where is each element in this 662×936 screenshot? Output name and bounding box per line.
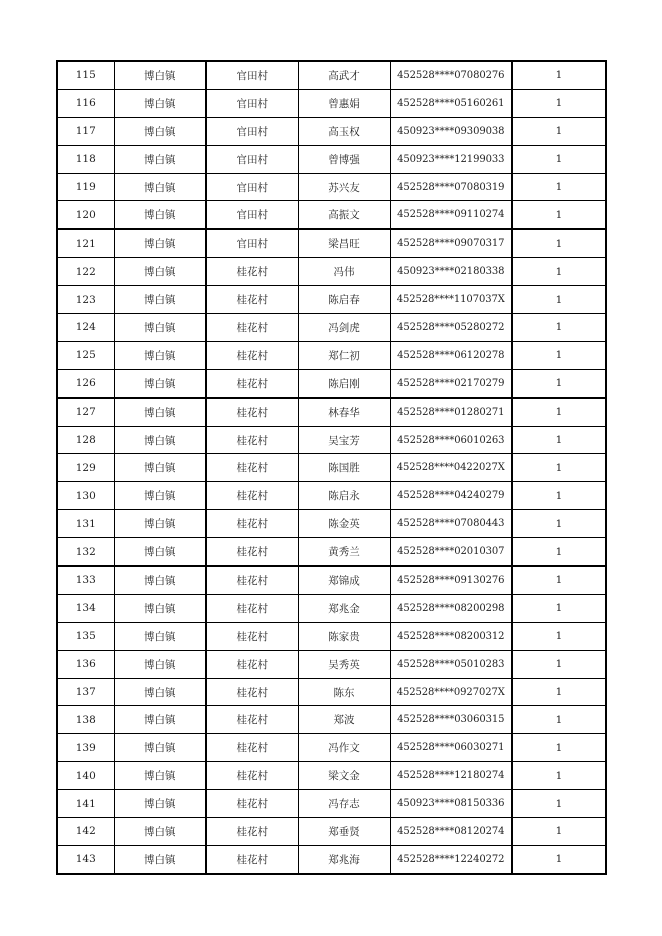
cell-village[interactable]: 桂花村 <box>206 790 298 818</box>
cell-serial-number[interactable]: 125 <box>57 341 114 369</box>
cell-person-name[interactable]: 郑波 <box>298 706 390 734</box>
table-row <box>57 117 606 145</box>
cell-village[interactable]: 桂花村 <box>206 314 298 342</box>
cell-person-name[interactable]: 吴秀英 <box>298 650 390 678</box>
cell-id-number[interactable]: 452528****05010283 <box>390 650 512 678</box>
cell-town[interactable]: 博白镇 <box>114 790 206 818</box>
cell-person-name[interactable]: 冯存志 <box>298 790 390 818</box>
cell-village[interactable]: 官田村 <box>206 61 298 89</box>
cell-serial-number[interactable]: 140 <box>57 762 114 790</box>
cell-id-number[interactable]: 452528****07080319 <box>390 173 512 201</box>
cell-village[interactable]: 桂花村 <box>206 482 298 510</box>
cell-serial-number[interactable]: 142 <box>57 818 114 846</box>
table-row <box>57 426 606 454</box>
cell-village[interactable]: 桂花村 <box>206 594 298 622</box>
cell-count[interactable]: 1 <box>512 706 606 734</box>
cell-town[interactable]: 博白镇 <box>114 426 206 454</box>
cell-person-name[interactable]: 陈启春 <box>298 286 390 314</box>
cell-count[interactable]: 1 <box>512 61 606 89</box>
cell-village[interactable]: 桂花村 <box>206 454 298 482</box>
cell-town[interactable]: 博白镇 <box>114 398 206 426</box>
cell-person-name[interactable]: 陈启刚 <box>298 369 390 397</box>
cell-person-name[interactable]: 陈东 <box>298 678 390 706</box>
cell-village[interactable]: 官田村 <box>206 145 298 173</box>
cell-count[interactable]: 1 <box>512 678 606 706</box>
table-row <box>57 734 606 762</box>
table-body <box>57 61 606 874</box>
cell-serial-number[interactable]: 122 <box>57 258 114 286</box>
cell-person-name[interactable]: 郑兆海 <box>298 845 390 873</box>
table-row <box>57 622 606 650</box>
cell-person-name[interactable]: 陈金英 <box>298 510 390 538</box>
table-row <box>57 145 606 173</box>
table-row <box>57 790 606 818</box>
cell-count[interactable]: 1 <box>512 482 606 510</box>
cell-village[interactable]: 桂花村 <box>206 398 298 426</box>
cell-id-number[interactable]: 452528****09070317 <box>390 229 512 257</box>
cell-town[interactable]: 博白镇 <box>114 650 206 678</box>
cell-town[interactable]: 博白镇 <box>114 89 206 117</box>
cell-person-name[interactable]: 陈家贵 <box>298 622 390 650</box>
table-row <box>57 286 606 314</box>
cell-id-number[interactable]: 452528****01280271 <box>390 398 512 426</box>
cell-town[interactable]: 博白镇 <box>114 482 206 510</box>
cell-person-name[interactable]: 梁昌旺 <box>298 229 390 257</box>
cell-serial-number[interactable]: 133 <box>57 566 114 594</box>
cell-town[interactable]: 博白镇 <box>114 454 206 482</box>
cell-id-number[interactable]: 452528****08200312 <box>390 622 512 650</box>
cell-count[interactable]: 1 <box>512 790 606 818</box>
cell-town[interactable]: 博白镇 <box>114 622 206 650</box>
cell-count[interactable]: 1 <box>512 650 606 678</box>
cell-id-number[interactable]: 452528****06030271 <box>390 734 512 762</box>
cell-id-number[interactable]: 450923****08150336 <box>390 790 512 818</box>
cell-serial-number[interactable]: 115 <box>57 61 114 89</box>
cell-id-number[interactable]: 452528****08200298 <box>390 594 512 622</box>
cell-count[interactable]: 1 <box>512 286 606 314</box>
cell-count[interactable]: 1 <box>512 89 606 117</box>
cell-count[interactable]: 1 <box>512 398 606 426</box>
cell-village[interactable]: 桂花村 <box>206 566 298 594</box>
cell-village[interactable]: 桂花村 <box>206 734 298 762</box>
cell-village[interactable]: 桂花村 <box>206 286 298 314</box>
cell-village[interactable]: 官田村 <box>206 89 298 117</box>
cell-serial-number[interactable]: 121 <box>57 229 114 257</box>
cell-village[interactable]: 官田村 <box>206 229 298 257</box>
cell-id-number[interactable]: 452528****12180274 <box>390 762 512 790</box>
table-row <box>57 566 606 594</box>
cell-count[interactable]: 1 <box>512 229 606 257</box>
cell-count[interactable]: 1 <box>512 117 606 145</box>
cell-id-number[interactable]: 452528****1107037X <box>390 286 512 314</box>
cell-person-name[interactable]: 曾惠娟 <box>298 89 390 117</box>
cell-town[interactable]: 博白镇 <box>114 258 206 286</box>
cell-serial-number[interactable]: 129 <box>57 454 114 482</box>
table-row <box>57 398 606 426</box>
cell-village[interactable]: 桂花村 <box>206 258 298 286</box>
cell-village[interactable]: 官田村 <box>206 173 298 201</box>
cell-village[interactable]: 桂花村 <box>206 678 298 706</box>
table-row <box>57 314 606 342</box>
cell-serial-number[interactable]: 117 <box>57 117 114 145</box>
table-row <box>57 510 606 538</box>
cell-person-name[interactable]: 郑兆金 <box>298 594 390 622</box>
cell-serial-number[interactable]: 135 <box>57 622 114 650</box>
cell-person-name[interactable]: 郑垂贤 <box>298 818 390 846</box>
cell-town[interactable]: 博白镇 <box>114 229 206 257</box>
cell-serial-number[interactable]: 136 <box>57 650 114 678</box>
cell-count[interactable]: 1 <box>512 845 606 873</box>
table-row <box>57 538 606 566</box>
table-row <box>57 845 606 873</box>
table-row <box>57 650 606 678</box>
cell-serial-number[interactable]: 128 <box>57 426 114 454</box>
cell-person-name[interactable]: 林春华 <box>298 398 390 426</box>
cell-id-number[interactable]: 452528****09130276 <box>390 566 512 594</box>
cell-person-name[interactable]: 苏兴友 <box>298 173 390 201</box>
cell-village[interactable]: 桂花村 <box>206 426 298 454</box>
table-row <box>57 89 606 117</box>
cell-serial-number[interactable]: 141 <box>57 790 114 818</box>
cell-person-name[interactable]: 陈国胜 <box>298 454 390 482</box>
cell-village[interactable]: 桂花村 <box>206 818 298 846</box>
cell-serial-number[interactable]: 123 <box>57 286 114 314</box>
cell-town[interactable]: 博白镇 <box>114 538 206 566</box>
cell-count[interactable]: 1 <box>512 454 606 482</box>
cell-town[interactable]: 博白镇 <box>114 61 206 89</box>
cell-village[interactable]: 桂花村 <box>206 341 298 369</box>
cell-town[interactable]: 博白镇 <box>114 173 206 201</box>
cell-serial-number[interactable]: 143 <box>57 845 114 873</box>
cell-village[interactable]: 桂花村 <box>206 650 298 678</box>
cell-town[interactable]: 博白镇 <box>114 734 206 762</box>
cell-town[interactable]: 博白镇 <box>114 145 206 173</box>
cell-person-name[interactable]: 曾博强 <box>298 145 390 173</box>
cell-count[interactable]: 1 <box>512 201 606 229</box>
cell-count[interactable]: 1 <box>512 566 606 594</box>
cell-town[interactable]: 博白镇 <box>114 510 206 538</box>
cell-serial-number[interactable]: 118 <box>57 145 114 173</box>
spreadsheet-page <box>56 60 605 875</box>
cell-serial-number[interactable]: 137 <box>57 678 114 706</box>
cell-town[interactable]: 博白镇 <box>114 762 206 790</box>
cell-id-number[interactable]: 450923****09309038 <box>390 117 512 145</box>
cell-count[interactable]: 1 <box>512 258 606 286</box>
cell-person-name[interactable]: 吴宝芳 <box>298 426 390 454</box>
cell-village[interactable]: 桂花村 <box>206 706 298 734</box>
cell-person-name[interactable]: 梁文金 <box>298 762 390 790</box>
cell-id-number[interactable]: 452528****12240272 <box>390 845 512 873</box>
cell-town[interactable]: 博白镇 <box>114 845 206 873</box>
cell-serial-number[interactable]: 132 <box>57 538 114 566</box>
cell-serial-number[interactable]: 116 <box>57 89 114 117</box>
data-table <box>56 60 607 875</box>
cell-town[interactable]: 博白镇 <box>114 678 206 706</box>
cell-id-number[interactable]: 452528****06010263 <box>390 426 512 454</box>
cell-person-name[interactable]: 高玉权 <box>298 117 390 145</box>
cell-village[interactable]: 桂花村 <box>206 369 298 397</box>
cell-village[interactable]: 官田村 <box>206 201 298 229</box>
cell-id-number[interactable]: 452528****08120274 <box>390 818 512 846</box>
cell-id-number[interactable]: 450923****12199033 <box>390 145 512 173</box>
cell-id-number[interactable]: 452528****09110274 <box>390 201 512 229</box>
cell-count[interactable]: 1 <box>512 734 606 762</box>
cell-id-number[interactable]: 452528****07080443 <box>390 510 512 538</box>
cell-id-number[interactable]: 452528****07080276 <box>390 61 512 89</box>
cell-id-number[interactable]: 452528****0422027X <box>390 454 512 482</box>
table-row <box>57 482 606 510</box>
cell-person-name[interactable]: 冯剑虎 <box>298 314 390 342</box>
cell-id-number[interactable]: 452528****05280272 <box>390 314 512 342</box>
cell-id-number[interactable]: 452528****06120278 <box>390 341 512 369</box>
cell-count[interactable]: 1 <box>512 369 606 397</box>
cell-person-name[interactable]: 黄秀兰 <box>298 538 390 566</box>
cell-count[interactable]: 1 <box>512 538 606 566</box>
cell-serial-number[interactable]: 138 <box>57 706 114 734</box>
cell-id-number[interactable]: 452528****05160261 <box>390 89 512 117</box>
cell-count[interactable]: 1 <box>512 818 606 846</box>
cell-serial-number[interactable]: 127 <box>57 398 114 426</box>
table-row <box>57 173 606 201</box>
cell-id-number[interactable]: 450923****02180338 <box>390 258 512 286</box>
cell-count[interactable]: 1 <box>512 314 606 342</box>
table-row <box>57 454 606 482</box>
table-row <box>57 594 606 622</box>
table-row <box>57 229 606 257</box>
table-row <box>57 201 606 229</box>
cell-serial-number[interactable]: 124 <box>57 314 114 342</box>
cell-town[interactable]: 博白镇 <box>114 201 206 229</box>
cell-person-name[interactable]: 冯作文 <box>298 734 390 762</box>
cell-town[interactable]: 博白镇 <box>114 341 206 369</box>
table-row <box>57 258 606 286</box>
cell-count[interactable]: 1 <box>512 145 606 173</box>
cell-count[interactable]: 1 <box>512 173 606 201</box>
cell-town[interactable]: 博白镇 <box>114 566 206 594</box>
cell-serial-number[interactable]: 134 <box>57 594 114 622</box>
cell-village[interactable]: 桂花村 <box>206 510 298 538</box>
cell-person-name[interactable]: 郑锦成 <box>298 566 390 594</box>
cell-id-number[interactable]: 452528****02170279 <box>390 369 512 397</box>
table-row <box>57 818 606 846</box>
cell-count[interactable]: 1 <box>512 622 606 650</box>
cell-person-name[interactable]: 郑仁初 <box>298 341 390 369</box>
cell-count[interactable]: 1 <box>512 510 606 538</box>
cell-town[interactable]: 博白镇 <box>114 286 206 314</box>
table-row <box>57 341 606 369</box>
cell-person-name[interactable]: 高武才 <box>298 61 390 89</box>
cell-town[interactable]: 博白镇 <box>114 314 206 342</box>
cell-town[interactable]: 博白镇 <box>114 369 206 397</box>
table-row <box>57 369 606 397</box>
cell-count[interactable]: 1 <box>512 762 606 790</box>
cell-serial-number[interactable]: 119 <box>57 173 114 201</box>
cell-serial-number[interactable]: 139 <box>57 734 114 762</box>
cell-id-number[interactable]: 452528****03060315 <box>390 706 512 734</box>
cell-village[interactable]: 官田村 <box>206 117 298 145</box>
cell-person-name[interactable]: 高振文 <box>298 201 390 229</box>
cell-town[interactable]: 博白镇 <box>114 818 206 846</box>
table-row <box>57 61 606 89</box>
cell-serial-number[interactable]: 130 <box>57 482 114 510</box>
cell-id-number[interactable]: 452528****02010307 <box>390 538 512 566</box>
cell-village[interactable]: 桂花村 <box>206 538 298 566</box>
cell-id-number[interactable]: 452528****04240279 <box>390 482 512 510</box>
cell-town[interactable]: 博白镇 <box>114 117 206 145</box>
table-row <box>57 762 606 790</box>
cell-village[interactable]: 桂花村 <box>206 845 298 873</box>
cell-serial-number[interactable]: 126 <box>57 369 114 397</box>
cell-serial-number[interactable]: 120 <box>57 201 114 229</box>
cell-village[interactable]: 桂花村 <box>206 622 298 650</box>
cell-town[interactable]: 博白镇 <box>114 706 206 734</box>
cell-count[interactable]: 1 <box>512 341 606 369</box>
cell-count[interactable]: 1 <box>512 594 606 622</box>
cell-count[interactable]: 1 <box>512 426 606 454</box>
cell-serial-number[interactable]: 131 <box>57 510 114 538</box>
cell-id-number[interactable]: 452528****0927027X <box>390 678 512 706</box>
cell-person-name[interactable]: 冯伟 <box>298 258 390 286</box>
cell-town[interactable]: 博白镇 <box>114 594 206 622</box>
cell-village[interactable]: 桂花村 <box>206 762 298 790</box>
cell-person-name[interactable]: 陈启永 <box>298 482 390 510</box>
table-row <box>57 678 606 706</box>
table-row <box>57 706 606 734</box>
